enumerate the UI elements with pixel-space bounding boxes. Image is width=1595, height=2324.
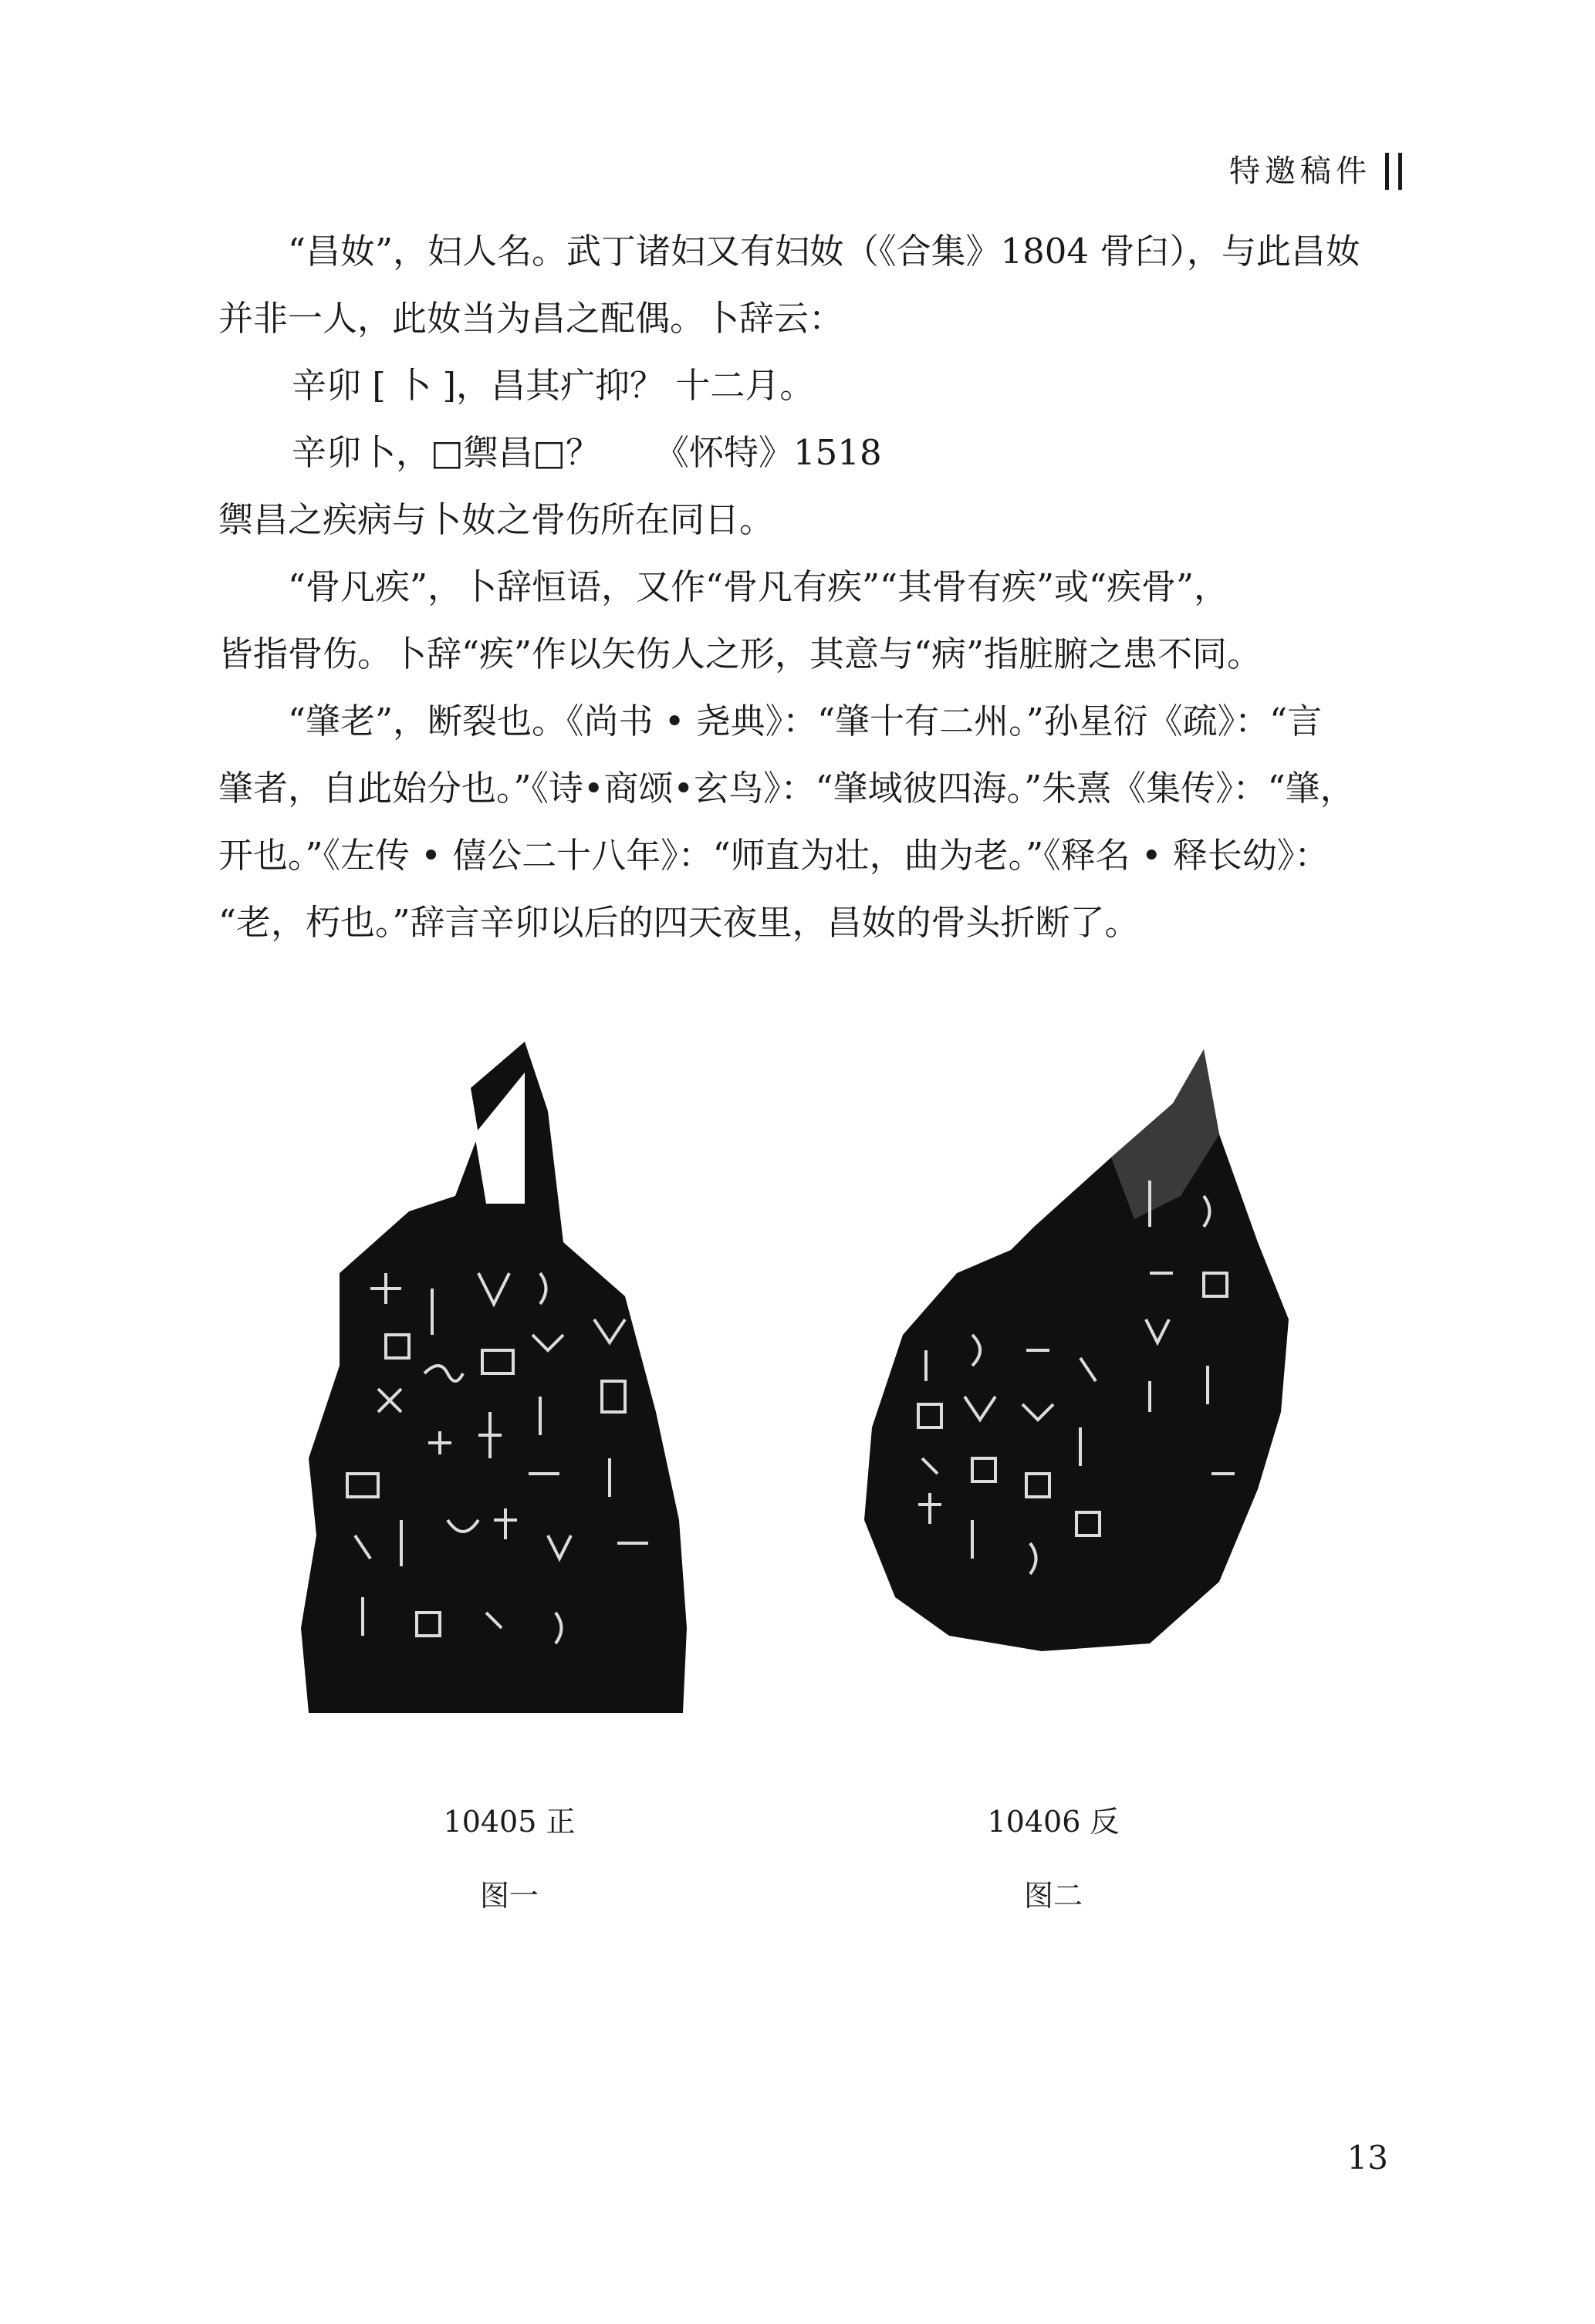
oracle-bone-rubbing-figure-2 — [857, 1042, 1296, 1659]
quote-source: 《怀特》1518 — [654, 432, 882, 473]
figure-1-label: 10405 正 — [443, 1805, 576, 1839]
paragraph-line: 并非一人，此奻当为昌之配偶。卜辞云： — [218, 298, 844, 339]
running-head — [1229, 151, 1402, 191]
quote-line — [218, 419, 1391, 486]
paragraph-line: “骨凡疾”，卜辞恒语，又作“骨凡有疾”“其骨有疾”或“疾骨”， — [288, 566, 1229, 607]
page-number: 13 — [1347, 2139, 1388, 2177]
figure-1-caption: 图一 — [479, 1879, 539, 1913]
quote-text: 辛卯 [ 卜 ]，昌其疒抑？ 十二月。 — [292, 365, 815, 406]
quote-line — [218, 352, 1391, 419]
oracle-bone-rubbing-figure-1 — [293, 1042, 694, 1721]
figure-2-caption: 图二 — [1023, 1879, 1083, 1913]
paragraph-line: “肇老”，断裂也。《尚书 • 尧典》：“肇十有二州。”孙星衍《疏》：“言 — [288, 701, 1323, 741]
running-head-bar-icon — [1385, 153, 1402, 190]
paragraph-line: 肇者，自此始分也。”《诗•商颂•玄鸟》：“肇域彼四海。”朱熹《集传》：“肇， — [218, 768, 1355, 809]
figure-2-label: 10406 反 — [987, 1805, 1120, 1839]
paragraph-line: “老，朽也。”辞言辛卯以后的四天夜里，昌奻的骨头折断了。 — [218, 902, 1140, 943]
paragraph-line: 开也。”《左传 • 僖公二十八年》：“师直为壮，曲为老。”《释名 • 释长幼》： — [218, 835, 1330, 876]
paragraph-line: 皆指骨伤。卜辞“疾”作以矢伤人之形，其意与“病”指脏腑之患不同。 — [218, 633, 1262, 674]
paragraph-line: “昌奻”，妇人名。武丁诸妇又有妇奻（《合集》1804 骨臼），与此昌奻 — [288, 231, 1360, 272]
body-text — [218, 218, 1391, 956]
quote-text: 辛卯卜，□禦昌□？ — [292, 432, 601, 473]
paragraph-line: 禦昌之疾病与卜奻之骨伤所在同日。 — [218, 499, 775, 540]
running-head-text: 特邀稿件 — [1229, 154, 1371, 189]
